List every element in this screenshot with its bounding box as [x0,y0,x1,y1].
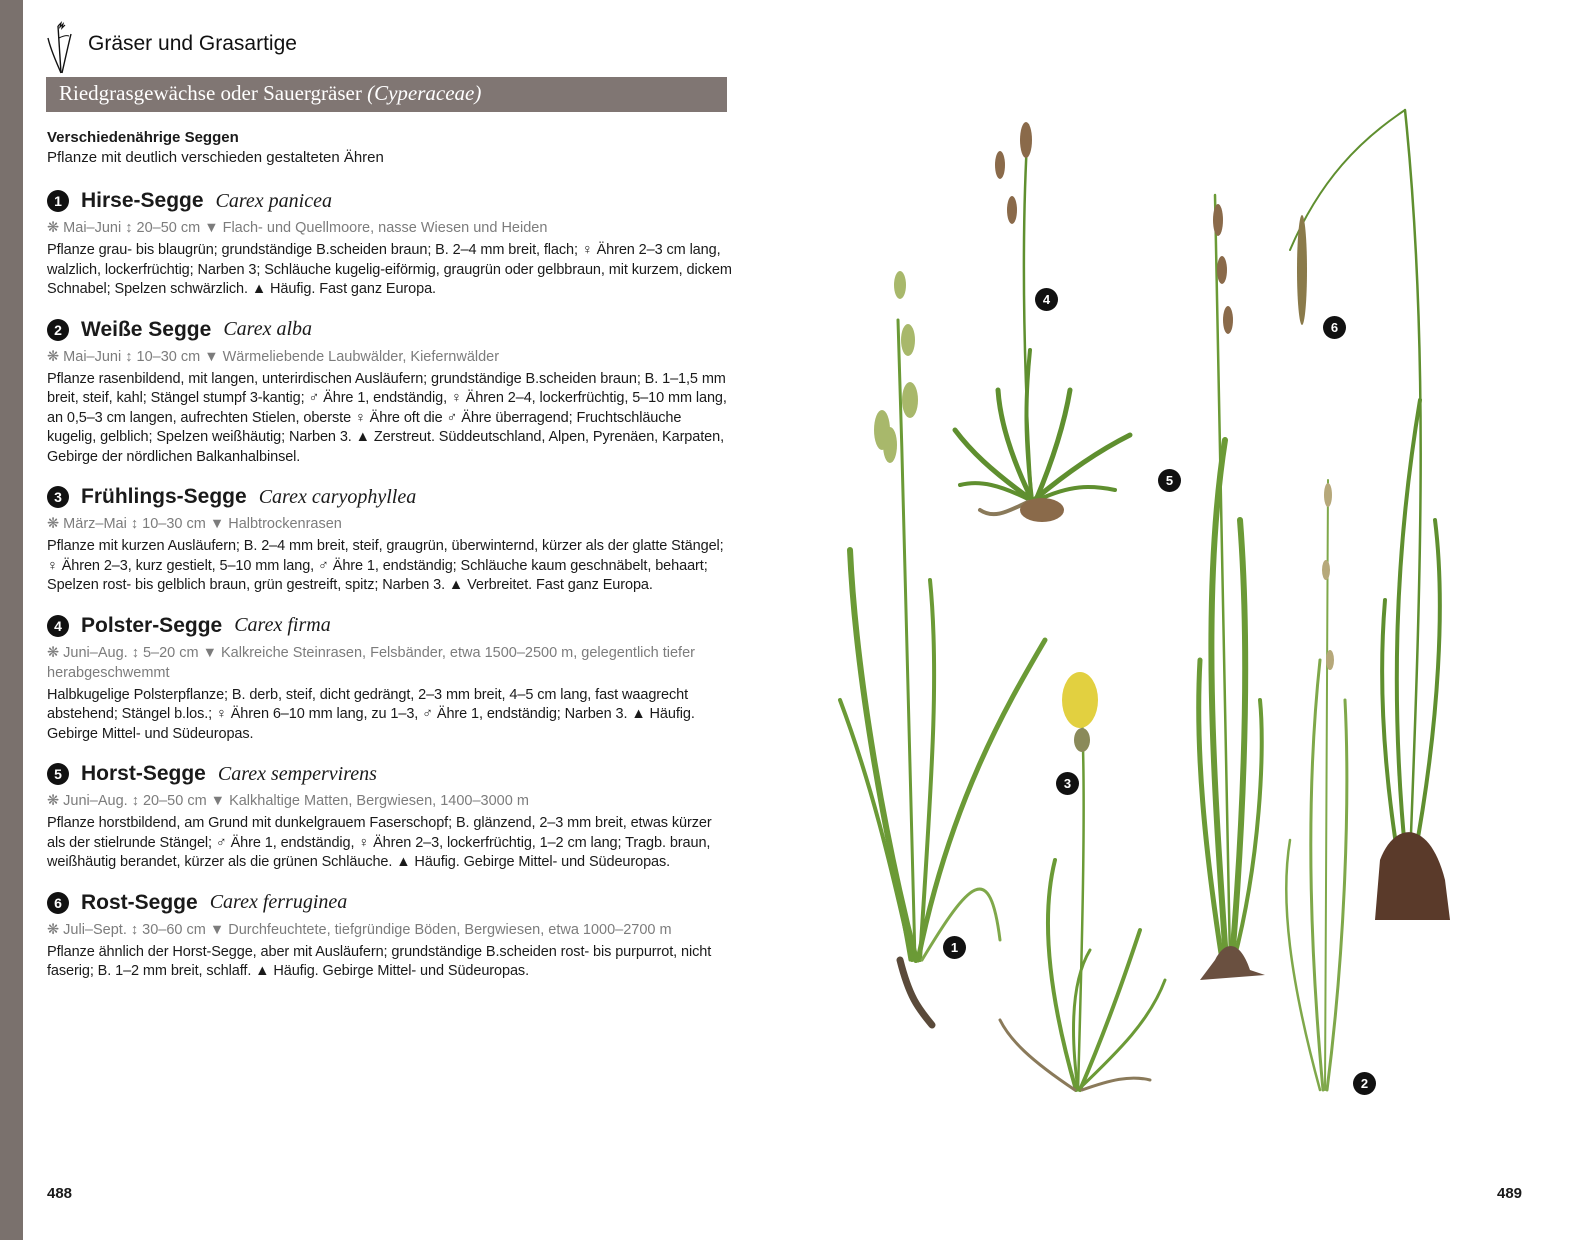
sedge-drawings [820,100,1460,1120]
species-common-name: Polster-Segge [81,613,223,637]
callout-4: 4 [1035,288,1058,311]
species-meta: ❋ März–Mai ↕ 10–30 cm ▼ Halbtrockenrasen [47,516,342,532]
species-number: 6 [47,892,69,914]
species-meta: ❋ Mai–Juni ↕ 10–30 cm ▼ Wärmeliebende Laubwälder, Kiefernwälder [47,348,500,365]
species-list [47,186,732,997]
species-latin-name: Carex firma [234,614,331,636]
species-common-name: Rost-Segge [81,890,198,914]
species-entry [47,186,732,300]
species-number: 4 [47,615,69,637]
sedge-illustration [820,100,1460,1120]
species-entry [47,482,732,596]
callout-6: 6 [1323,316,1346,339]
species-description: Pflanze mit kurzen Ausläufern; B. 2–4 mm breit, steif, graugrün, überwinternd, kürzer als der glatte Stängel; ♀ Ähren 2–3, kurz gestielt, 5–10 mm lang, ♂ Ähre 1, endständig; Schläuche kaum geschnäbelt, behaart; Spelzen rost- bis gelblich braun, grün gestreift, spitz; Narben 3. ▲ Verbreitet. Fast ganz Europa. [47,538,724,593]
species-common-name: Hirse-Segge [81,189,204,212]
group-intro [47,128,737,168]
species-entry [47,611,732,745]
species-meta: ❋ Juni–Aug. ↕ 5–20 cm ▼ Kalkreiche Steinrasen, Felsbänder, etwa 1500–2500 m, gelegentlich tiefer herabgeschwemmt [47,644,695,681]
species-entry [47,888,732,982]
page-edge-band [0,0,23,1240]
species-number: 1 [47,190,69,212]
family-banner [46,77,727,112]
species-description: Pflanze ähnlich der Horst-Segge, aber mit Ausläufern; grundständige B.scheiden rost- bis purpurrot, nicht faserig; B. 1–2 mm breit, schlaff. ▲ Häufig. Gebirge Mittel- und Südeuropas. [47,943,712,979]
species-number: 2 [47,319,69,341]
species-common-name: Horst-Segge [81,762,206,785]
group-title: Verschiedenährige Seggen [47,129,239,146]
callout-2: 2 [1353,1072,1376,1095]
species-number: 3 [47,486,69,508]
page-number-left: 488 [47,1185,73,1202]
page-number-right: 489 [1497,1185,1523,1202]
chapter-title: Gräser und Grasartige [88,32,297,55]
species-latin-name: Carex panicea [215,189,332,212]
plant-carex-caryophyllea [1000,720,1165,1090]
family-latin: (Cyperaceae) [367,81,482,105]
species-number: 5 [47,763,69,785]
species-latin-name: Carex caryophyllea [258,485,417,508]
species-description: Pflanze rasenbildend, mit langen, unterirdischen Ausläufern; grundständige B.scheiden braun; B. 1–1,5 mm breit, steif, kahl; Stängel stumpf 3-kantig; ♂ Ähre 1, endständig, ♀ Ähren 2–4, lockerfrüchtig, 5–10 mm lang, an 0,5–3 cm langen, aufrechten Stielen, oberste ♀ Ähre oft die ♂ Ähre überragend; Fruchtschläuche kugelig, gelblich; Spelzen weißhäutig; Narben 3. ▲ Zerstreut. Süddeutschland, Alpen, Pyrenäen, Karpaten, Gebirge der nördlichen Balkanhalbinsel. [47,370,727,465]
species-meta: ❋ Juni–Aug. ↕ 20–50 cm ▼ Kalkhaltige Matten, Bergwiesen, 1400–3000 m [47,793,529,809]
plant-carex-firma [955,125,1130,514]
species-latin-name: Carex sempervirens [217,762,377,785]
species-common-name: Weiße Segge [81,317,212,341]
callout-1: 1 [943,936,966,959]
species-meta: ❋ Mai–Juni ↕ 20–50 cm ▼ Flach- und Quellmoore, nasse Wiesen und Heiden [47,220,548,236]
species-latin-name: Carex ferruginea [209,891,348,913]
grass-icon [46,16,76,74]
species-entry [47,315,732,468]
callout-3: 3 [1056,772,1079,795]
group-subtitle: Pflanze mit deutlich verschieden gestalteten Ähren [47,149,384,166]
species-description: Halbkugelige Polsterpflanze; B. derb, steif, dicht gedrängt, 2–3 mm breit, 4–5 cm lang, fast waagrecht abstehend; Stängel b.los.; ♀ Ähren 6–10 mm lang, zu 1–3, ♂ Ähre 1, endständig; Narben 3. ▲ Häufig. Gebirge Mittel- und Südeuropas. [47,686,695,742]
family-name: Riedgrasgewächse oder Sauergräser [59,81,362,105]
species-description: Pflanze horstbildend, am Grund mit dunkelgrauem Faserschopf; B. glänzend, 2–3 mm breit, etwas kürzer als der stielrunde Stängel; ♂ Ähre 1, endständig, ♀ Ähren 2–3, lockerfrüchtig, 1–2 cm lang; Tragb. braun, weißhäutig berandet, kürzer als die grünen Schläuche. ▲ Häufig. Gebirge Mittel- und Südeuropas. [47,815,712,870]
species-description: Pflanze grau- bis blaugrün; grundständige B.scheiden braun; B. 2–4 mm breit, flach; ♀ Ähren 2–3 cm lang, walzlich, lockerfrüchtig; Narben 3; Schläuche kugelig-eiförmig, graugrün oder gelbbraun, mit kurzem, dickem Schnabel; Spelzen schwärzlich. ▲ Häufig. Fast ganz Europa. [47,242,732,297]
species-meta: ❋ Juli–Sept. ↕ 30–60 cm ▼ Durchfeuchtete, tiefgründige Böden, Bergwiesen, etwa 1000–2700 m [47,921,672,938]
species-entry [47,759,732,873]
plant-carex-alba [1286,480,1347,1090]
species-common-name: Frühlings-Segge [81,485,247,508]
plant-carex-panicea [840,320,1045,960]
species-latin-name: Carex alba [223,318,313,340]
callout-5: 5 [1158,469,1181,492]
